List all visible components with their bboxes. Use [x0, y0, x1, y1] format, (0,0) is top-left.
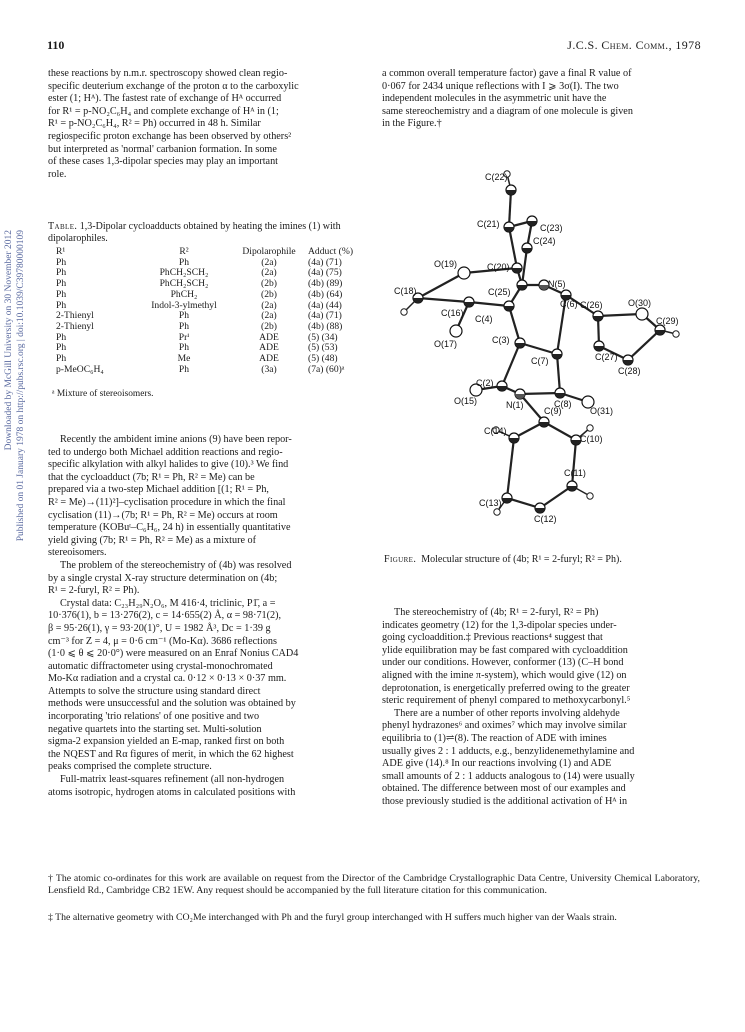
text-line: obtained. The difference between most of our examples and	[382, 783, 626, 795]
text-line: of these cases 1,3-dipolar species may play an important	[48, 156, 278, 168]
table-cell: Ph	[56, 299, 67, 311]
bond	[520, 343, 557, 354]
bond	[509, 306, 520, 343]
table-cell: Ph	[178, 363, 190, 375]
text-line: peaks comprised the complete structure.	[48, 761, 212, 773]
table-cell: (2a)	[261, 310, 277, 322]
table-cell: (2a)	[261, 256, 277, 268]
bond	[522, 248, 527, 285]
table-cell: Ph	[56, 278, 67, 290]
text-line: β = 95·26(1), γ = 93·20(1)°, U = 1982 Å³, Dc = 1·39 g	[48, 622, 271, 634]
footnote-dagger: † The atomic co-ordinates for this work are available on request from the Director of the Cambridge Crystallographic Data Centre, University Chemical Laboratory, Lensfield Rd., Cambridge CB2 1EW. Any request should be accompanied by the full literature citation for this communication.	[48, 873, 700, 896]
table-cell: ADE	[259, 331, 279, 343]
table-cell: (4a) (75)	[308, 267, 342, 279]
atom-label: C(13)	[479, 498, 502, 508]
table-cell: (3a)	[261, 363, 277, 375]
atom-label: C(12)	[534, 514, 557, 524]
hydrogen-atom	[587, 493, 593, 499]
text-line: ADE give (14).⁸ In our reactions involving (1) and ADE	[382, 758, 612, 770]
table-cell: (2b)	[261, 320, 277, 332]
table-cell: Ph	[178, 256, 190, 268]
atom-label: C(18)	[394, 286, 417, 296]
text-line: There are a number of other reports involving aldehyde	[394, 707, 620, 719]
text-line: 0·067 for 2434 unique reflections with I ⩾ 3σ(I). The two	[382, 80, 619, 92]
text-line: Mo-Kα radiation and a crystal ca. 0·12 × 0·13 × 0·37 mm.	[48, 673, 287, 685]
atom-label: O(30)	[628, 298, 652, 308]
table-header-cell: R²	[179, 246, 189, 257]
text-line: in the Figure.†	[382, 118, 442, 130]
table-cell: (4a) (71)	[308, 256, 342, 268]
molecular-structure-figure	[384, 168, 702, 548]
text-line: independent molecules in the asymmetric unit have the	[382, 93, 607, 105]
text-line: specific deuterium exchange of the proton α to the carboxylic	[48, 80, 299, 92]
atom-label: C(24)	[533, 236, 556, 246]
atom-label: C(16)	[441, 308, 464, 318]
atom-label: C(28)	[618, 366, 641, 376]
atom-label: O(17)	[434, 339, 458, 349]
figure-caption-text: Molecular structure of (4b; R¹ = 2-furyl; R² = Ph).	[421, 554, 622, 565]
atom-label: N(1)	[506, 400, 524, 410]
table-cell: (2a)	[261, 267, 277, 279]
table-cell: (2b)	[261, 288, 277, 300]
atom-label: C(21)	[477, 219, 500, 229]
table-cell: PhCH₂SCH₂	[159, 267, 209, 279]
atom-label: C(26)	[580, 300, 603, 310]
atom-label: O(31)	[590, 406, 614, 416]
text-line: for R¹ = p-NO₂C₆H₄ and complete exchange of Hᴬ in (1;	[48, 105, 279, 117]
bond	[469, 302, 509, 306]
bond	[598, 314, 642, 316]
col1-main-text	[48, 434, 366, 799]
figure-caption	[384, 554, 622, 565]
bond	[628, 330, 660, 360]
bond	[520, 393, 560, 394]
atom-label: C(27)	[595, 352, 618, 362]
atom-label: C(22)	[485, 172, 508, 182]
table-cell: (4a) (44)	[308, 299, 342, 311]
table-cell: (5) (34)	[308, 331, 338, 343]
text-line: R¹ = 2-furyl, R² = Ph).	[48, 585, 140, 597]
text-line: stereoisomers.	[48, 547, 107, 559]
text-line: cm⁻³ for Z = 4, μ = 0·6 cm⁻¹ (Mo-Kα). 3686 reflections	[48, 635, 277, 647]
text-line: ester (1; Hᴬ). The fastest rate of exchange of Hᴬ occurred	[48, 93, 282, 105]
hydrogen-atom	[401, 309, 407, 315]
cycloadduct-table	[54, 247, 370, 399]
text-line: equilibria to (1)⇌(8). The reaction of ADE with imines	[382, 732, 607, 744]
atom-label: C(20)	[487, 262, 510, 272]
table-cell: Prⁱ	[178, 331, 190, 343]
text-line: The stereochemistry of (4b; R¹ = 2-furyl, R² = Ph)	[394, 607, 599, 618]
table-header-cell: R¹	[56, 246, 66, 257]
text-line: under our conditions. However, conformer (13) (C–H bond	[382, 657, 624, 669]
hydrogen-atom	[587, 425, 593, 431]
atom-label: C(29)	[656, 316, 679, 326]
text-line: ylide equilibration may be fast compared with cycloaddition	[382, 644, 628, 656]
table-cell: ADE	[259, 353, 279, 365]
text-line: temperature (KOBuᵗ–C₆H₆, 24 h) in essentially quantitative	[48, 522, 291, 534]
table-cell: PhCH₂	[170, 288, 198, 300]
watermark-download-line[interactable]: Downloaded by McGill University on 30 November 2012	[4, 230, 14, 451]
table-cell: Ph	[56, 342, 67, 354]
text-line: but interpreted as 'normal' carbanion formation. In some	[48, 143, 277, 155]
figure-caption-label: Figure.	[384, 554, 417, 565]
text-line: indicates geometry (12) for the 1,3-dipolar species under-	[382, 619, 617, 631]
molecule-diagram	[384, 168, 702, 548]
col1-top-text	[48, 68, 366, 181]
text-line: these reactions by n.m.r. spectroscopy showed clean regio-	[48, 68, 288, 79]
atom	[450, 325, 462, 337]
atom-label: C(2)	[476, 378, 494, 388]
table-cell: Ph	[178, 320, 190, 332]
download-watermark	[2, 230, 28, 610]
table-caption-text: 1,3-Dipolar cycloadducts obtained by heating the imines (1) with dipolarophiles.	[48, 221, 341, 244]
atom-label: N(5)	[548, 279, 566, 289]
table-cell: 2-Thienyl	[56, 310, 94, 322]
text-line: 10·376(1), b = 13·276(2), c = 14·655(2) Å, α = 98·71(2),	[48, 610, 282, 622]
page-number: 110	[47, 38, 65, 52]
text-line: negative quartets into the starting set. Multi-solution	[48, 723, 262, 735]
table-cell: (7a) (60)ᵃ	[308, 363, 345, 375]
atom	[458, 267, 470, 279]
table-cell: (5) (48)	[308, 353, 338, 365]
table-cell: Ph	[56, 288, 67, 300]
text-line: regiospecific proton exchange has been observed by others²	[48, 130, 292, 142]
text-line: those previously studied is the additional activation of Hᴬ in	[382, 795, 628, 807]
atom-label: C(14)	[484, 426, 507, 436]
text-line: that the cycloadduct (7b; R¹ = Ph, R² = Me) can be	[48, 471, 255, 483]
footnote-double-dagger: ‡ The alternative geometry with CO₂Me interchanged with Ph and the furyl group interchanged with H suffers much higher van der Waals strain.	[48, 912, 617, 923]
table-row	[54, 290, 370, 301]
bond	[507, 438, 514, 498]
table-caption-label: Table.	[48, 221, 78, 232]
text-line: usually gives 2 : 1 adducts, e.g., benzylidenemethylamine and	[382, 745, 635, 757]
text-line: cyclisation (11)→(7b; R¹ = Ph, R² = Me) occurs at room	[48, 509, 278, 521]
table-row	[54, 365, 370, 376]
text-line: phenyl hydrazones⁶ and oximes⁷ which may involve similar	[382, 720, 627, 732]
table-cell: Ph	[56, 267, 67, 279]
text-line: yield giving (7b; R¹ = Ph, R² = Me) as a mixture of	[48, 534, 257, 546]
text-line: Full-matrix least-squares refinement (all non-hydrogen	[60, 774, 285, 786]
table-header-cell: Adduct (%)	[308, 246, 354, 257]
text-line: Attempts to solve the structure using standard direct	[48, 685, 261, 697]
atom-label: C(8)	[554, 399, 572, 409]
text-line: The problem of the stereochemistry of (4b) was resolved	[60, 559, 292, 571]
table-caption	[48, 221, 366, 245]
atom-label: C(6)	[560, 299, 578, 309]
atom-label: O(19)	[434, 259, 458, 269]
text-line: incorporating 'trio relations' of one positive and two	[48, 711, 260, 723]
text-line: ted to undergo both Michael addition reactions and regio-	[48, 446, 283, 458]
atom-label: O(15)	[454, 396, 478, 406]
bond	[557, 354, 560, 393]
table-cell: Ph	[56, 331, 67, 343]
journal-title: J.C.S. Chem. Comm., 1978	[567, 38, 701, 52]
table-cell: (5) (53)	[308, 342, 338, 354]
atom-label: C(11)	[564, 468, 586, 478]
atom-label: C(9)	[544, 406, 562, 416]
text-line: Recently the ambident imine anions (9) have been repor-	[60, 434, 292, 445]
atom-label: C(10)	[580, 434, 603, 444]
text-line: prepared via a two-step Michael addition [(1; R¹ = Ph,	[48, 484, 269, 496]
table-cell: PhCH₂SCH₂	[159, 278, 209, 290]
table-cell: (4b) (89)	[308, 278, 343, 290]
table-cell: p-MeOC₆H₄	[56, 363, 104, 375]
text-line: going cycloaddition.‡ Previous reactions⁴ suggest that	[382, 632, 603, 644]
text-line: Crystal data: C₂₃H₂₉N₂O₆, M 416·4, triclinic, P1̄, a =	[60, 597, 276, 609]
atom	[636, 308, 648, 320]
table-cell: Ph	[56, 353, 67, 365]
text-line: deprotonation, is energetically preferred owing to the greater	[382, 682, 630, 694]
table-cell: ADE	[259, 342, 279, 354]
table-cell: Ph	[56, 256, 67, 268]
bond	[540, 486, 572, 508]
hydrogen-atom	[673, 331, 679, 337]
table-cell: (2a)	[261, 299, 277, 311]
table-cell: Indol-3-ylmethyl	[151, 299, 217, 311]
text-line: steric requirement of phenyl compared to methoxycarbonyl.⁵	[382, 695, 631, 707]
table-cell: Ph	[178, 310, 190, 322]
bond	[418, 298, 469, 302]
watermark-doi-line[interactable]: Published on 01 January 1978 on http://pubs.rsc.org | doi:10.1039/C39780000109	[16, 230, 26, 542]
hydrogen-atom	[494, 509, 500, 515]
text-line: sigma-2 expansion yielded an E-map, ranked first on both	[48, 736, 285, 748]
col2-top-text	[382, 68, 700, 131]
col2-bottom-text	[382, 607, 700, 809]
table-cell: (4b) (88)	[308, 320, 343, 332]
atom-label: C(7)	[531, 356, 549, 366]
text-line: aligned with the imine π-system), which would give (12) on	[382, 669, 627, 681]
table-cell: (4a) (71)	[308, 310, 342, 322]
text-line: automatic diffractometer using crystal-monochromated	[48, 660, 273, 672]
text-line: specific alkylation with alkyl halides to give (10).³ We find	[48, 459, 289, 471]
bond	[572, 440, 576, 486]
text-line: methods were unsuccessful and the solution was obtained by	[48, 698, 296, 710]
text-line: a common overall temperature factor) gave a final R value of	[382, 68, 632, 79]
table-cell: (2b)	[261, 278, 277, 290]
atom-label: C(25)	[488, 287, 511, 297]
bond	[418, 273, 464, 298]
text-line: R² = Me)→(11)²]–cyclisation procedure in which the final	[48, 496, 286, 508]
table-cell: Ph	[178, 342, 190, 354]
bond	[509, 227, 517, 268]
text-line: atoms isotropic, hydrogen atoms in calculated positions with	[48, 786, 296, 798]
text-line: the NQEST and Rα figures of merit, in which the 62 highest	[48, 748, 294, 760]
text-line: small amounts of 2 : 1 adducts analogous to (14) were usually	[382, 770, 635, 782]
text-line: role.	[48, 168, 67, 180]
table-cell: 2-Thienyl	[56, 320, 94, 332]
table-cell: Me	[177, 353, 191, 365]
atom-label: C(3)	[492, 335, 510, 345]
atom-label: C(4)	[475, 314, 493, 324]
text-line: R¹ = p-NO₂C₆H₄, R² = Ph) occurred in 48 h. Similar	[48, 118, 261, 130]
atom-label: C(23)	[540, 223, 563, 233]
text-line: same stereochemistry and a diagram of one molecule is given	[382, 105, 633, 117]
text-line: (1·0 ⩽ θ ⩽ 20·0°) were measured on an Enraf Nonius CAD4	[48, 648, 299, 660]
bond	[502, 343, 520, 386]
table-footnote: ᵃ Mixture of stereoisomers.	[52, 389, 154, 400]
text-line: by a single crystal X-ray structure determination on (4b;	[48, 572, 278, 584]
table-header-cell: Dipolarophile	[242, 246, 296, 257]
table-cell: (4b) (64)	[308, 288, 343, 300]
journal-header	[567, 38, 701, 53]
